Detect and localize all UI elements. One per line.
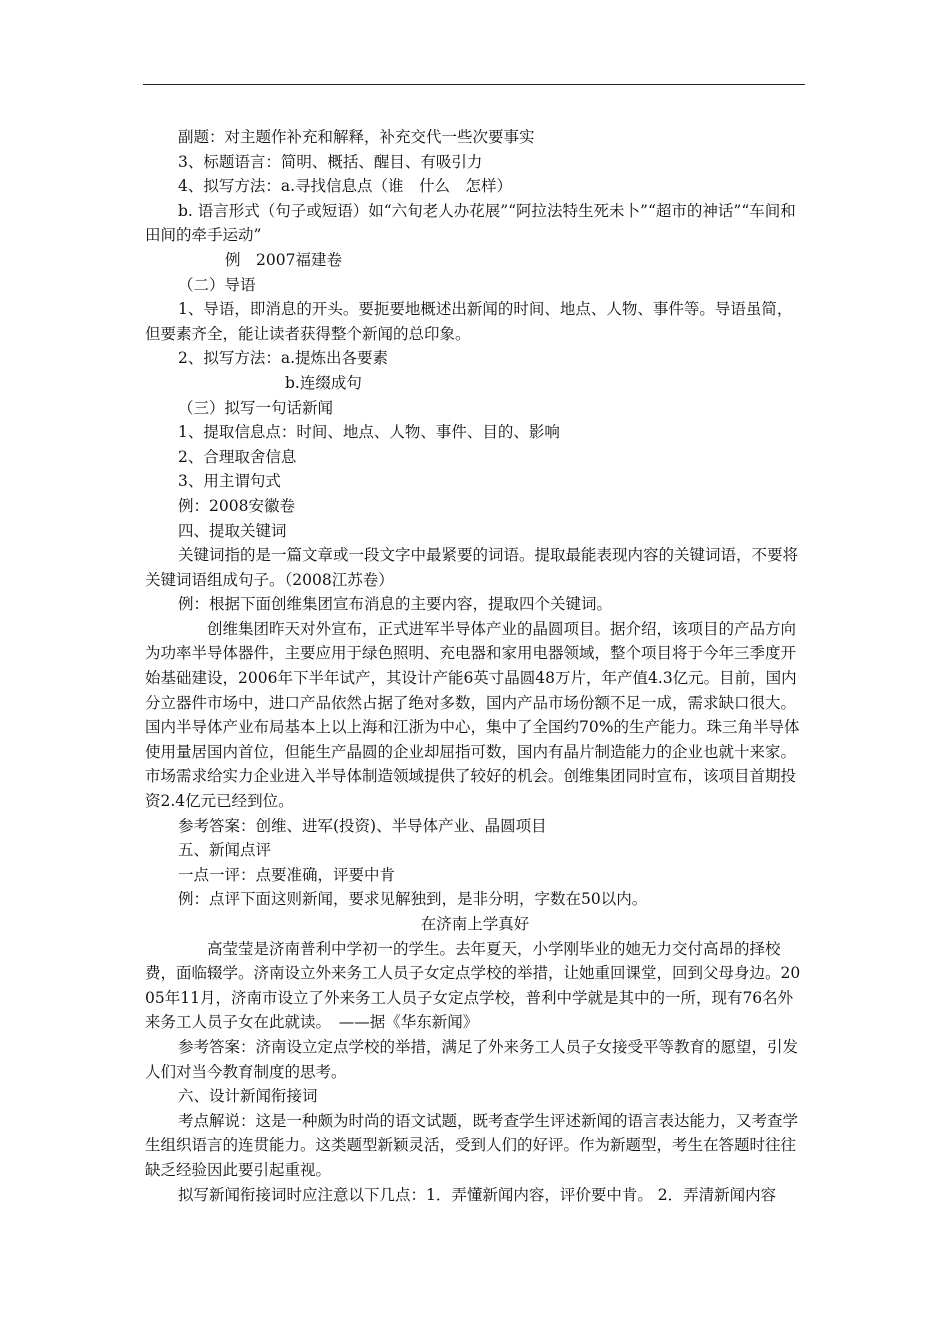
heading-news-commentary: 五、新闻点评 (178, 841, 272, 860)
language-form-item: b. 语言形式（句子或短语）如“六旬老人办花展”“阿拉法特生死未卜”“超市的神话”“车间和田间的牵手运动” (145, 201, 796, 245)
news-title: 在济南上学真好 (420, 915, 530, 933)
exam-point-explanation: 考点解说：这是一种颇为时尚的语文试题，既考查学生评述新闻的语言表达能力，又考查学生组织语言的连贯能力。这类题型新颖灵活，受到人们的好评。作为新题型，考生在答题时往往缺乏经验因此要引起重视。 (145, 1111, 799, 1179)
document-body (145, 125, 805, 1207)
heading-lead: （二）导语 (178, 275, 256, 294)
keywords-definition: 关键词指的是一篇文章或一段文字中最紧要的词语。提取最能表现内容的关键词语，不要将关键词语组成句子。（2008江苏卷） (145, 546, 799, 589)
step-subject-predicate: 3、用主谓句式 (178, 472, 281, 491)
title-language-item: 3、标题语言：简明、概括、醒目、有吸引力 (178, 152, 483, 171)
header-rule (143, 84, 805, 85)
commentary-rule: 一点一评：点要准确，评要中肯 (178, 865, 396, 884)
drafting-method-item: 4、拟写方法：a.寻找信息点（谁 什么 怎样） (178, 177, 513, 196)
keywords-example-prompt: 例：根据下面创维集团宣布消息的主要内容，提取四个关键词。 (178, 595, 613, 614)
lead-method-a: 2、拟写方法：a.提炼出各要素 (178, 349, 389, 368)
lead-definition: 1、导语，即消息的开头。要扼要地概述出新闻的时间、地点、人物、事件等。导语虽简，但要素齐全，能让读者获得整个新闻的总印象。 (145, 300, 793, 343)
commentary-answer: 参考答案：济南设立定点学校的举措，满足了外来务工人员子女接受平等教育的愿望，引发人们对当今教育制度的思考。 (145, 1037, 799, 1081)
example-fujian: 例 2007福建卷 (225, 250, 342, 269)
keywords-answer: 参考答案：创维、进军(投资)、半导体产业、晶圆项目 (178, 816, 547, 835)
transition-notes: 拟写新闻衔接词时应注意以下几点：1．弄懂新闻内容，评价要中肯。 2．弄清新闻内容 (178, 1185, 777, 1204)
skyworth-news-passage: 创维集团昨天对外宣布，正式进军半导体产业的晶圆项目。据介绍，该项目的产品方向为功率半导体器件，主要应用于绿色照明、充电器和家用电器领域，整个项目将于今年三季度开始基础建设，2006年下半年试产，其设计产能6英寸晶圆48万片，年产值4.3亿元。目前，国内分立器件市场中，进口产品依然占据了绝对多数，国内产品市场份额不足一成，需求缺口很大。国内半导体产业布局基本上以上海和江浙为中心，集中了全国约70%的生产能力。珠三角半导体使用量居国内首位，但能生产晶圆的企业却屈指可数，国内有晶片制造能力的企业也就十来家。市场需求给实力企业进入半导体制造领域提供了较好的机会。创维集团同时宣布，该项目首期投资2.4亿元已经到位。 (145, 619, 800, 811)
commentary-example-prompt: 例：点评下面这则新闻，要求见解独到，是非分明，字数在50以内。 (178, 890, 648, 909)
heading-transition-words: 六、设计新闻衔接词 (178, 1087, 318, 1106)
heading-one-sentence-news: （三）拟写一句话新闻 (178, 398, 334, 417)
example-anhui: 例：2008安徽卷 (178, 496, 295, 515)
heading-keywords: 四、提取关键词 (178, 521, 287, 540)
jinan-news-passage: 高莹莹是济南普利中学初一的学生。去年夏天，小学刚毕业的她无力交付高昂的择校费，面临辍学。济南设立外来务工人员子女定点学校的举措，让她重回课堂，回到父母身边。2005年11月，济南市设立了外来务工人员子女定点学校，普利中学就是其中的一所，现有76名外来务工人员子女在此就读。 ——据《华东新闻》 (145, 939, 801, 1032)
step-extract-info: 1、提取信息点：时间、地点、人物、事件、目的、影响 (178, 423, 560, 442)
lead-method-b: b.连缀成句 (285, 373, 362, 392)
step-select-info: 2、合理取舍信息 (178, 447, 297, 466)
subtitle-definition: 副题：对主题作补充和解释，补充交代一些次要事实 (178, 128, 535, 146)
